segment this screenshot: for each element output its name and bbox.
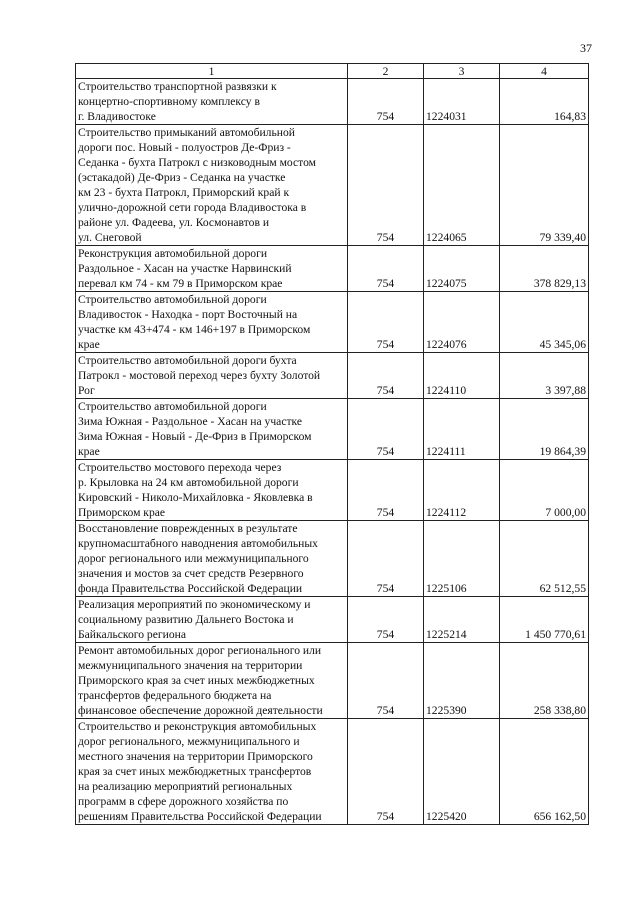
row-amount-cell: 3 397,88	[500, 353, 589, 399]
row-amount-cell: 45 345,06	[500, 292, 589, 353]
row-name-line: крае	[78, 445, 100, 458]
row-name-line: улично-дорожной сети города Владивостока в	[78, 201, 307, 214]
row-code-cell: 754	[348, 460, 424, 521]
row-name-line: крупномасштабного наводнения автомобильных	[78, 537, 318, 550]
row-name-line: местного значения на территории Приморского	[78, 750, 313, 763]
row-name-line: на реализацию мероприятий региональных	[78, 780, 293, 793]
row-code-cell: 754	[348, 246, 424, 292]
column-header-4: 4	[500, 64, 589, 79]
row-article-cell: 1224110	[424, 353, 500, 399]
row-name-cell	[76, 460, 348, 521]
row-name-line: Седанка - бухта Патрокл с низководным мостом	[78, 156, 316, 169]
table-row	[76, 460, 589, 521]
row-name-line: Владивосток - Находка - порт Восточный на	[78, 308, 298, 321]
row-name-cell	[76, 521, 348, 597]
row-name-cell	[76, 79, 348, 125]
row-name-line: трансфертов федерального бюджета на	[78, 689, 272, 702]
row-code-cell: 754	[348, 125, 424, 246]
row-name-cell	[76, 643, 348, 719]
column-header-2: 2	[348, 64, 424, 79]
row-article-cell: 1224111	[424, 399, 500, 460]
row-name-line: г. Владивостоке	[78, 110, 156, 123]
row-name-line: Строительство автомобильной дороги бухта	[78, 354, 297, 367]
row-article-cell: 1224065	[424, 125, 500, 246]
row-article-cell: 1225214	[424, 597, 500, 643]
table-row	[76, 597, 589, 643]
row-name-line: Ремонт автомобильных дорог регионального или	[78, 644, 322, 657]
row-code-cell: 754	[348, 292, 424, 353]
table-row	[76, 399, 589, 460]
row-name-line: Раздольное - Хасан на участке Нарвинский	[78, 262, 292, 275]
row-name-cell	[76, 292, 348, 353]
row-amount-cell: 378 829,13	[500, 246, 589, 292]
table-row	[76, 79, 589, 125]
table-row	[76, 125, 589, 246]
row-name-cell	[76, 125, 348, 246]
row-name-line: Строительство и реконструкция автомобильных	[78, 720, 317, 733]
row-name-line: Восстановление поврежденных в результате	[78, 522, 298, 535]
row-name-line: дорог регионального, межмуниципального и	[78, 735, 300, 748]
row-name-line: крае	[78, 338, 100, 351]
row-name-line: районе ул. Фадеева, ул. Космонавтов и	[78, 216, 270, 229]
table-row	[76, 353, 589, 399]
row-name-line: концертно-спортивному комплексу в	[78, 95, 260, 108]
row-code-cell: 754	[348, 399, 424, 460]
row-name-line: Патрокл - мостовой переход через бухту Золотой	[78, 369, 321, 382]
row-article-cell: 1224031	[424, 79, 500, 125]
row-name-line: дороги пос. Новый - полуостров Де-Фриз -	[78, 141, 291, 154]
row-name-line: межмуниципального значения на территории	[78, 659, 303, 672]
row-name-line: Реализация мероприятий по экономическому и	[78, 598, 311, 611]
row-code-cell: 754	[348, 597, 424, 643]
row-article-cell: 1224076	[424, 292, 500, 353]
page-number: 37	[580, 41, 592, 55]
row-name-cell	[76, 719, 348, 825]
row-name-line: Строительство автомобильной дороги	[78, 400, 267, 413]
row-name-line: фонда Правительства Российской Федерации	[78, 582, 303, 595]
row-name-cell	[76, 399, 348, 460]
row-name-line: перевал км 74 - км 79 в Приморском крае	[78, 277, 283, 290]
row-name-line: дорог регионального или межмуниципального	[78, 552, 309, 565]
row-code-cell: 754	[348, 719, 424, 825]
row-name-line: Строительство примыканий автомобильной	[78, 126, 295, 139]
table-row	[76, 292, 589, 353]
row-article-cell: 1225390	[424, 643, 500, 719]
row-article-cell: 1224075	[424, 246, 500, 292]
row-name-cell	[76, 353, 348, 399]
row-name-line: Приморском крае	[78, 506, 166, 519]
row-amount-cell: 656 162,50	[500, 719, 589, 825]
row-name-line: Реконструкция автомобильной дороги	[78, 247, 268, 260]
row-code-cell: 754	[348, 79, 424, 125]
row-name-line: (эстакадой) Де-Фриз - Седанка на участке	[78, 171, 286, 184]
row-name-line: социальному развитию Дальнего Востока и	[78, 613, 294, 626]
row-name-line: Рог	[78, 384, 95, 397]
row-name-line: км 23 - бухта Патрокл, Приморский край к	[78, 186, 290, 199]
row-name-line: Строительство автомобильной дороги	[78, 293, 267, 306]
row-name-line: Зима Южная - Новый - Де-Фриз в Приморском	[78, 430, 312, 443]
column-header-3: 3	[424, 64, 500, 79]
row-name-line: значения и мостов за счет средств Резервного	[78, 567, 304, 580]
row-name-line: Байкальского региона	[78, 628, 186, 641]
row-amount-cell: 164,83	[500, 79, 589, 125]
table-row	[76, 246, 589, 292]
column-header-1: 1	[76, 64, 348, 79]
row-amount-cell: 19 864,39	[500, 399, 589, 460]
table-header-row	[76, 64, 589, 79]
row-code-cell: 754	[348, 643, 424, 719]
table-row	[76, 521, 589, 597]
row-amount-cell: 79 339,40	[500, 125, 589, 246]
row-article-cell: 1225106	[424, 521, 500, 597]
row-article-cell: 1224112	[424, 460, 500, 521]
row-code-cell: 754	[348, 353, 424, 399]
row-article-cell: 1225420	[424, 719, 500, 825]
table-row	[76, 643, 589, 719]
row-name-cell	[76, 246, 348, 292]
row-name-line: финансовое обеспечение дорожной деятельности	[78, 704, 323, 717]
row-amount-cell: 62 512,55	[500, 521, 589, 597]
row-amount-cell: 1 450 770,61	[500, 597, 589, 643]
row-name-line: программ в сфере дорожного хозяйства по	[78, 795, 289, 808]
budget-table	[75, 63, 589, 825]
row-name-line: Зима Южная - Раздольное - Хасан на участке	[78, 415, 303, 428]
row-name-line: Строительство транспортной развязки к	[78, 80, 277, 93]
row-name-line: р. Крыловка на 24 км автомобильной дороги	[78, 476, 299, 489]
row-name-cell	[76, 597, 348, 643]
row-name-line: Приморского края за счет иных межбюджетных	[78, 674, 315, 687]
row-name-line: участке км 43+474 - км 146+197 в Приморском	[78, 323, 311, 336]
row-name-line: края за счет иных межбюджетных трансфертов	[78, 765, 312, 778]
row-name-line: Кировский - Николо-Михайловка - Яковлевка в	[78, 491, 313, 504]
row-name-line: решениям Правительства Российской Федерации	[78, 810, 322, 823]
row-amount-cell: 7 000,00	[500, 460, 589, 521]
row-code-cell: 754	[348, 521, 424, 597]
row-name-line: Строительство мостового перехода через	[78, 461, 282, 474]
row-amount-cell: 258 338,80	[500, 643, 589, 719]
row-name-line: ул. Снеговой	[78, 231, 142, 244]
table-row	[76, 719, 589, 825]
